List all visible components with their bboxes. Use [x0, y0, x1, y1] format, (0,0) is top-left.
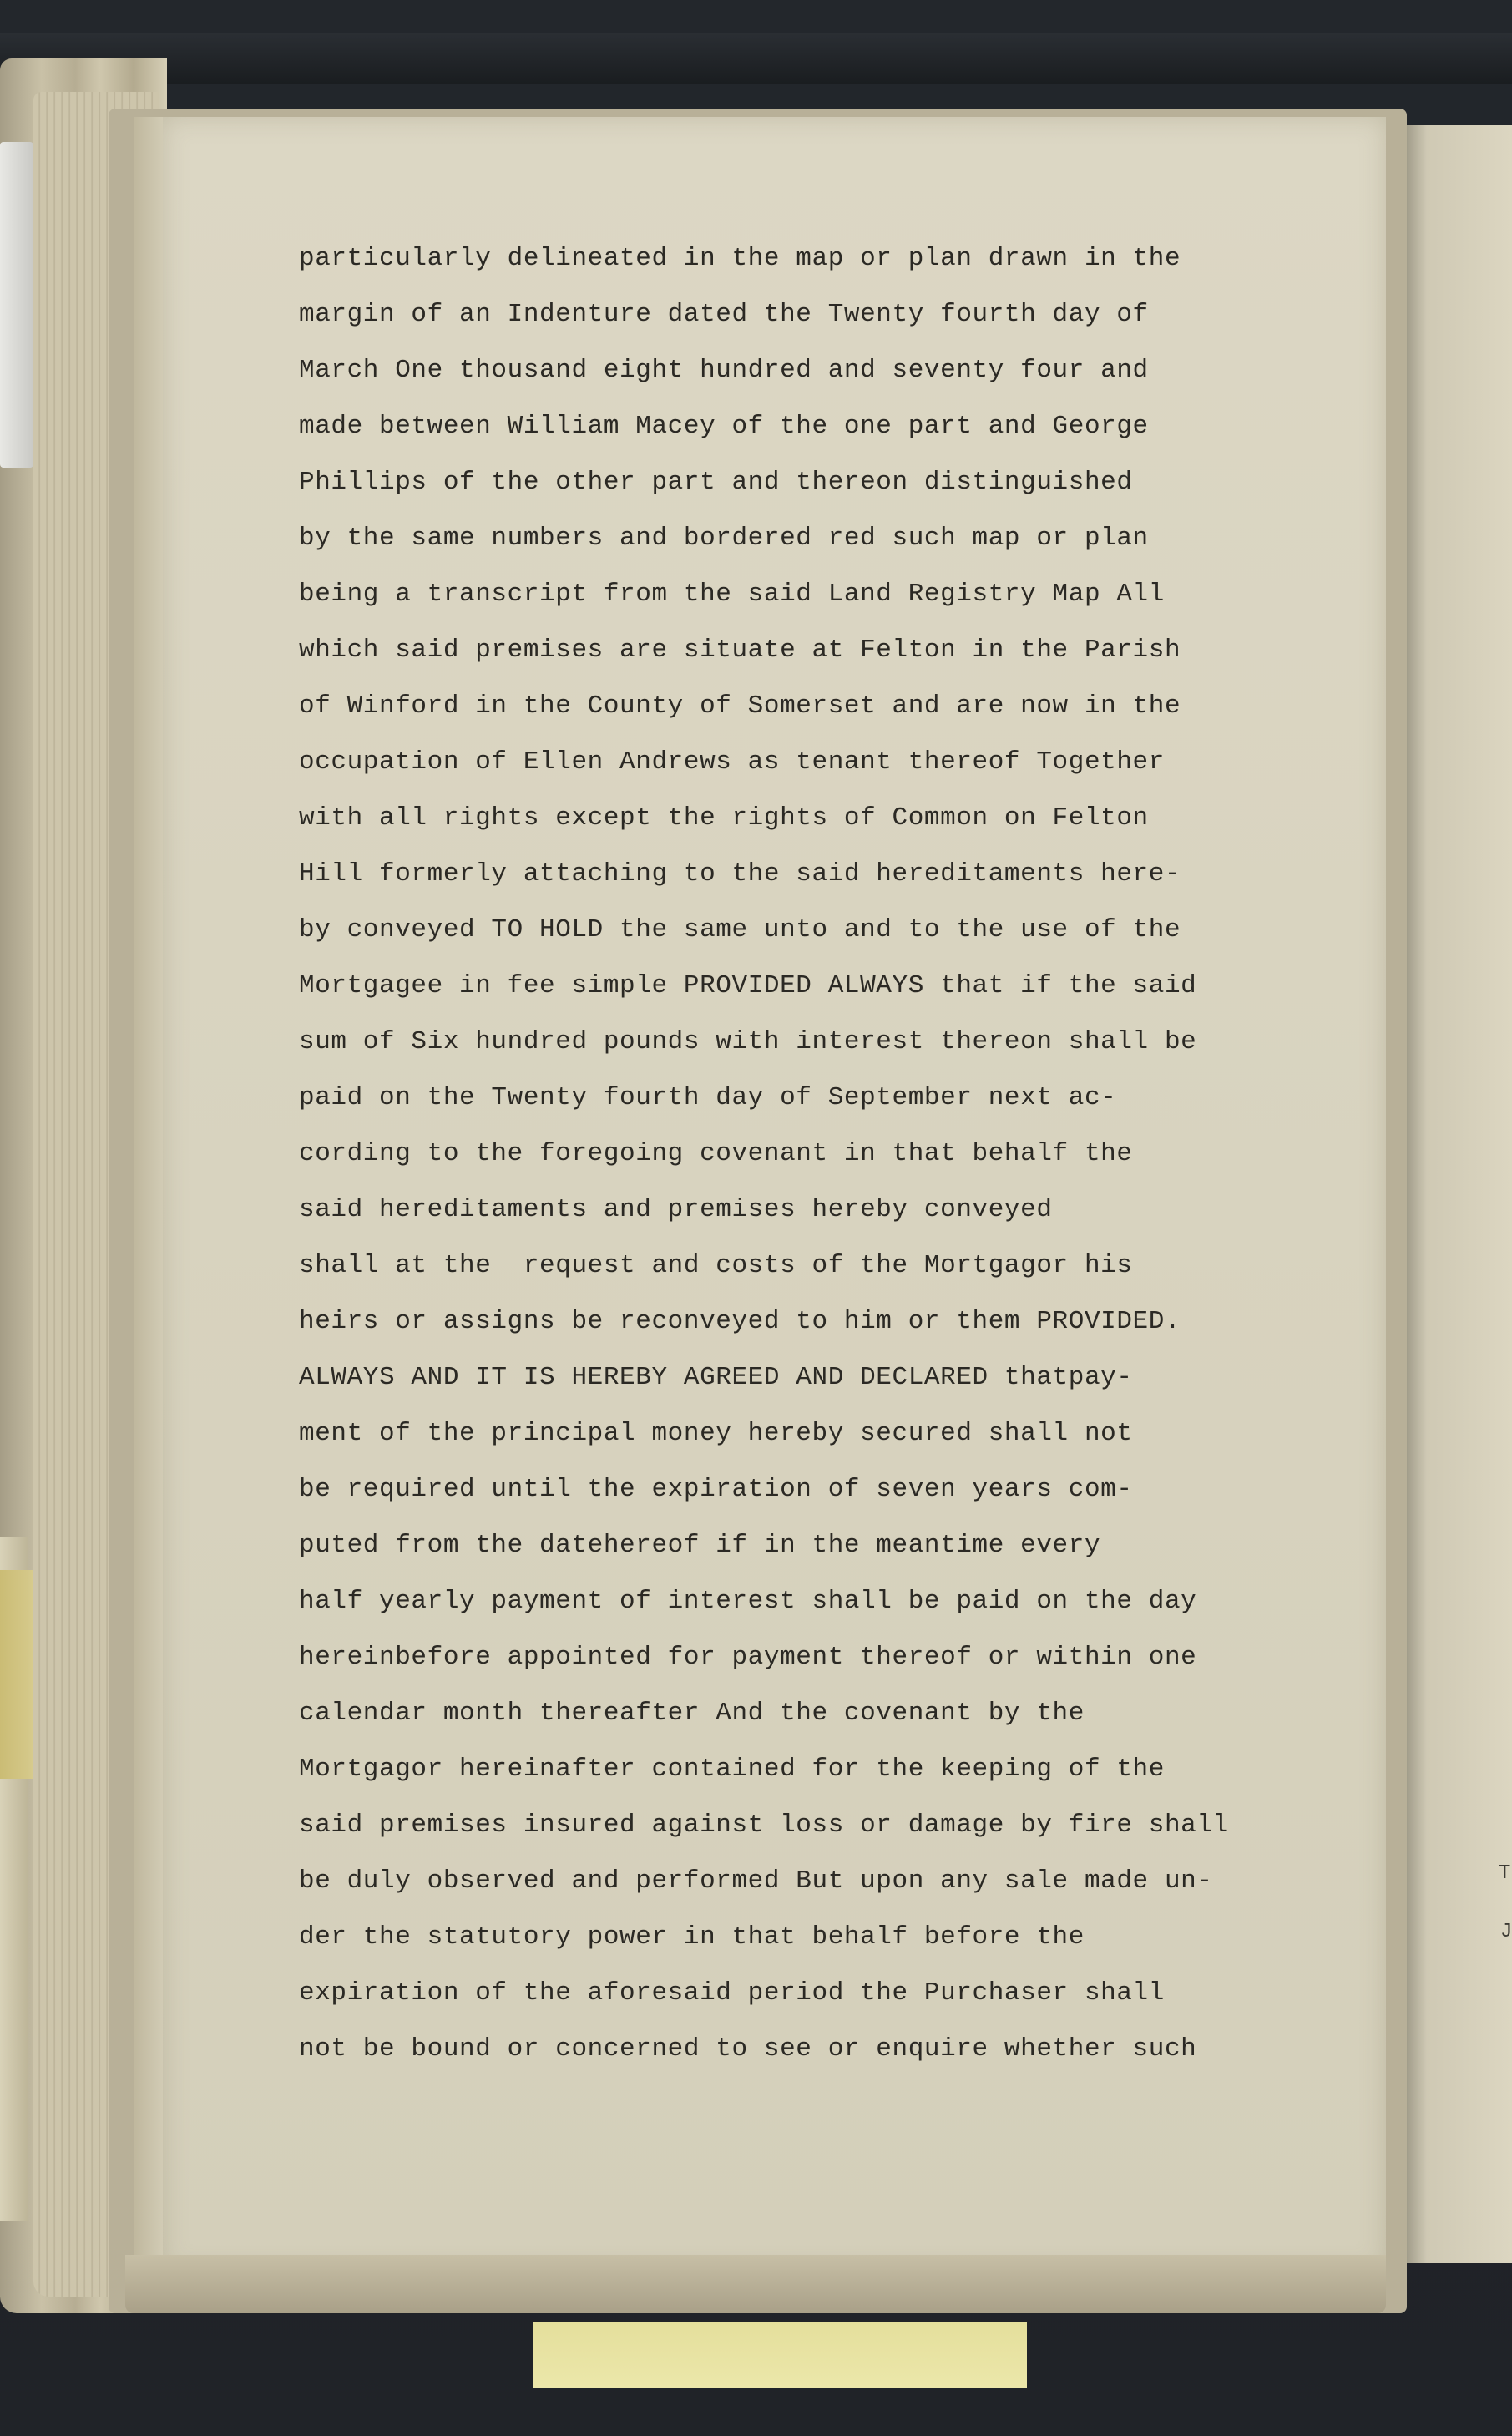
- text-line: March One thousand eight hundred and seventy four and: [299, 356, 1149, 385]
- text-line: paid on the Twenty fourth day of September next ac-: [299, 1083, 1117, 1112]
- text-line: Phillips of the other part and thereon distinguished: [299, 468, 1133, 497]
- text-line: being a transcript from the said Land Registry Map All: [299, 580, 1165, 609]
- text-line: by conveyed TO HOLD the same unto and to the use of the: [299, 915, 1181, 945]
- typed-text-body: [299, 230, 1301, 2077]
- text-line: of Winford in the County of Somerset and are now in the: [299, 691, 1181, 721]
- text-line: Mortgagee in fee simple PROVIDED ALWAYS that if the said: [299, 971, 1197, 1000]
- text-line: hereinbefore appointed for payment thereof or within one: [299, 1643, 1197, 1672]
- text-line: half yearly payment of interest shall be paid on the day: [299, 1587, 1197, 1616]
- text-line: cording to the foregoing covenant in that behalf the: [299, 1139, 1133, 1168]
- book-cover-edge: [0, 33, 1512, 84]
- text-line: which said premises are situate at Felton in the Parish: [299, 636, 1181, 665]
- text-line: by the same numbers and bordered red such map or plan: [299, 524, 1149, 553]
- text-line: ALWAYS AND IT IS HEREBY AGREED AND DECLARED thatpay-: [299, 1363, 1133, 1392]
- page-gutter: [134, 117, 167, 2288]
- page-bottom-edge: [125, 2255, 1386, 2313]
- text-line: made between William Macey of the one part and George: [299, 412, 1149, 441]
- text-line: with all rights except the rights of Common on Felton: [299, 803, 1149, 833]
- text-line: sum of Six hundred pounds with interest thereon shall be: [299, 1027, 1197, 1056]
- text-line: shall at the request and costs of the Mortgagor his: [299, 1251, 1133, 1280]
- text-line: said premises insured against loss or damage by fire shall: [299, 1811, 1229, 1840]
- sticky-note: [533, 2322, 1027, 2388]
- text-line: Mortgagor hereinafter contained for the keeping of the: [299, 1755, 1165, 1784]
- left-paper-tab: [0, 142, 33, 468]
- text-line: heirs or assigns be reconveyed to him or them PROVIDED.: [299, 1307, 1181, 1336]
- text-line: puted from the datehereof if in the meantime every: [299, 1531, 1101, 1560]
- text-line: ment of the principal money hereby secured shall not: [299, 1419, 1133, 1448]
- text-line: der the statutory power in that behalf before the: [299, 1922, 1085, 1952]
- text-line: calendar month thereafter And the covenant by the: [299, 1699, 1085, 1728]
- text-line: expiration of the aforesaid period the Purchaser shall: [299, 1978, 1165, 2008]
- text-line: be duly observed and performed But upon any sale made un-: [299, 1866, 1213, 1896]
- left-yellow-insert: [0, 1570, 33, 1779]
- text-line: margin of an Indenture dated the Twenty fourth day of: [299, 300, 1149, 329]
- text-line: particularly delineated in the map or plan drawn in the: [299, 244, 1181, 273]
- text-line: not be bound or concerned to see or enquire whether such: [299, 2034, 1197, 2064]
- text-line: occupation of Ellen Andrews as tenant thereof Together: [299, 747, 1165, 777]
- text-line: said hereditaments and premises hereby conveyed: [299, 1195, 1053, 1224]
- next-page-letter-2: J: [1500, 1921, 1512, 1943]
- next-page-letter-1: T: [1499, 1862, 1511, 1885]
- text-line: Hill formerly attaching to the said hereditaments here-: [299, 859, 1181, 889]
- text-line: be required until the expiration of seven years com-: [299, 1475, 1133, 1504]
- next-page-edge: [1398, 125, 1512, 2263]
